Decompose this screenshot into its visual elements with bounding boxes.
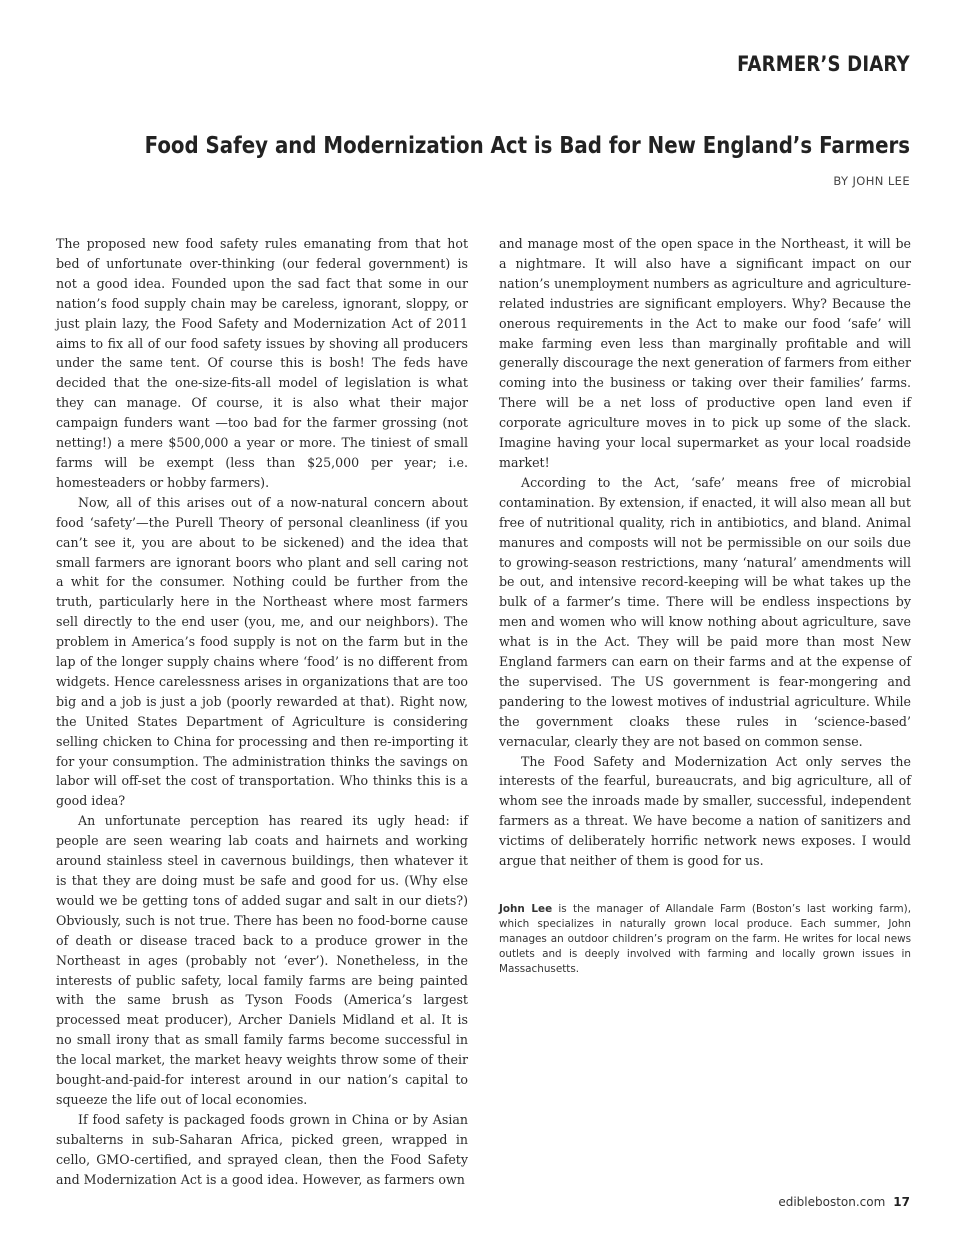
author-bio [499,902,911,977]
article-paragraph: According to the Act, ‘safe’ means free of microbial contamination. By extension, if enacted, it will also mean all but free of nutritional quality, rich in antibiotics, and bland. Animal manures and composts will not be permissible on our soils due to growing-season restrictions, many ‘natural’ amendments will be out, and intensive record-keeping will be what takes up the bulk of a farmer’s time. There will be endless inspections by men and women who will know nothing about agriculture, save what is in the Act. They will be paid more than most New England farmers can earn on their farms and at the expense of the supervised. The US government is fear-mongering and pandering to the lowest motives of industrial agriculture. While the government cloaks these rules in ‘science-based’ vernacular, clearly they are not based on common sense. [499,474,911,749]
author-name: John Lee [499,903,553,915]
article-column-left [56,234,468,1190]
article-paragraph: The proposed new food safety rules emanating from that hot bed of unfortunate over-thinking (our federal government) is not a good idea. Founded upon the sad fact that some in our nation’s food supply chain may be careless, ignorant, sloppy, or just plain lazy, the Food Safety and Modernization Act of 2011 aims to fix all of our food safety issues by shoving all producers under the same tent. Of course this is bosh! The feds have decided that the one-size-fits-all model of legislation is what they can manage. Of course, it is also what their major campaign funders want —too bad for the farmer grossing (not netting!) a mere $500,000 a year or more. The tiniest of small farms will be exempt (less than $25,000 per year; i.e. homesteaders or hobby farmers). [56,236,468,490]
article-title: Food Safey and Modernization Act is Bad for New England’s Farmers [144,133,910,159]
article-paragraph: The Food Safety and Modernization Act only serves the interests of the fearful, bureaucrats, and big agriculture, all of whom see the inroads made by smaller, successful, independent farmers as a threat. We have become a nation of sanitizers and victims of deliberately horrific network news exposes. I would argue that neither of them is good for us. [499,753,911,869]
article-paragraph: and manage most of the open space in the Northeast, it will be a nightmare. It will also have a significant impact on our nation’s unemployment numbers as agriculture and agriculture-related industries are significant employers. Why? Because the onerous requirements in the Act to make our food ‘safe’ will make farming even less than marginally profitable and will generally discourage the next generation of farmers from either coming into the business or taking over their families’ farms. There will be a net loss of productive open land even if corporate agriculture moves in to pick up some of the slack. Imagine having your local supermarket as your local roadside market! [499,236,911,470]
page-footer [778,1195,910,1209]
article-column-right [499,234,911,871]
article-paragraph: If food safety is packaged foods grown in China or by Asian subalterns in sub-Saharan Africa, picked green, wrapped in cello, GMO-certified, and sprayed clean, then the Food Safety and Modernization Act is a good idea. However, as farmers own [56,1111,468,1187]
author-bio-text: is the manager of Allandale Farm (Boston’s last working farm), which specializes in naturally grown local produce. Each summer, John manages an outdoor children’s program on the farm. He writes for local news outlets and is deeply involved with farming and locally grown issues in Massachusetts. [499,903,911,975]
byline: BY JOHN LEE [833,174,910,188]
footer-site: edibleboston.com [778,1195,886,1209]
page-number: 17 [893,1195,910,1209]
article-paragraph: Now, all of this arises out of a now-natural concern about food ‘safety’—the Purell Theory of personal cleanliness (if you can’t see it, you are about to be sickened) and the idea that small farmers are ignorant boors who plant and sell caring not a whit for the consumer. Nothing could be further from the truth, particularly here in the Northeast where most farmers sell directly to the end user (you, me, and our neighbors). The problem in America’s food supply is not on the farm but in the lap of the longer supply chains where ‘food’ is no different from widgets. Hence carelessness arises in organizations that are too big and a job is just a job (poorly rewarded at that). Right now, the United States Department of Agriculture is considering selling chicken to China for processing and then re-importing it for your consumption. The administration thinks the savings on labor will off-set the cost of transportation. Who thinks this is a good idea? [56,494,468,809]
article-paragraph: An unfortunate perception has reared its ugly head: if people are seen wearing lab coats and hairnets and working around stainless steel in cavernous buildings, then whatever it is that they are doing must be safe and good for us. (Why else would we be getting tons of added sugar and salt in our diets?) Obviously, such is not true. There has been no food-borne cause of death or disease traced back to a produce grower in the Northeast in ages (probably not ‘ever’). Nonetheless, in the interests of public safety, local family farms are being painted with the same brush as Tyson Foods (America’s largest processed meat producer), Archer Daniels Midland et al. It is no small irony that as small family farms become successful in the local market, the market heavy weights throw some of their bought-and-paid-for interest around in our nation’s capital to squeeze the life out of local economies. [56,813,468,1107]
section-label: FARMER’S DIARY [737,52,910,76]
